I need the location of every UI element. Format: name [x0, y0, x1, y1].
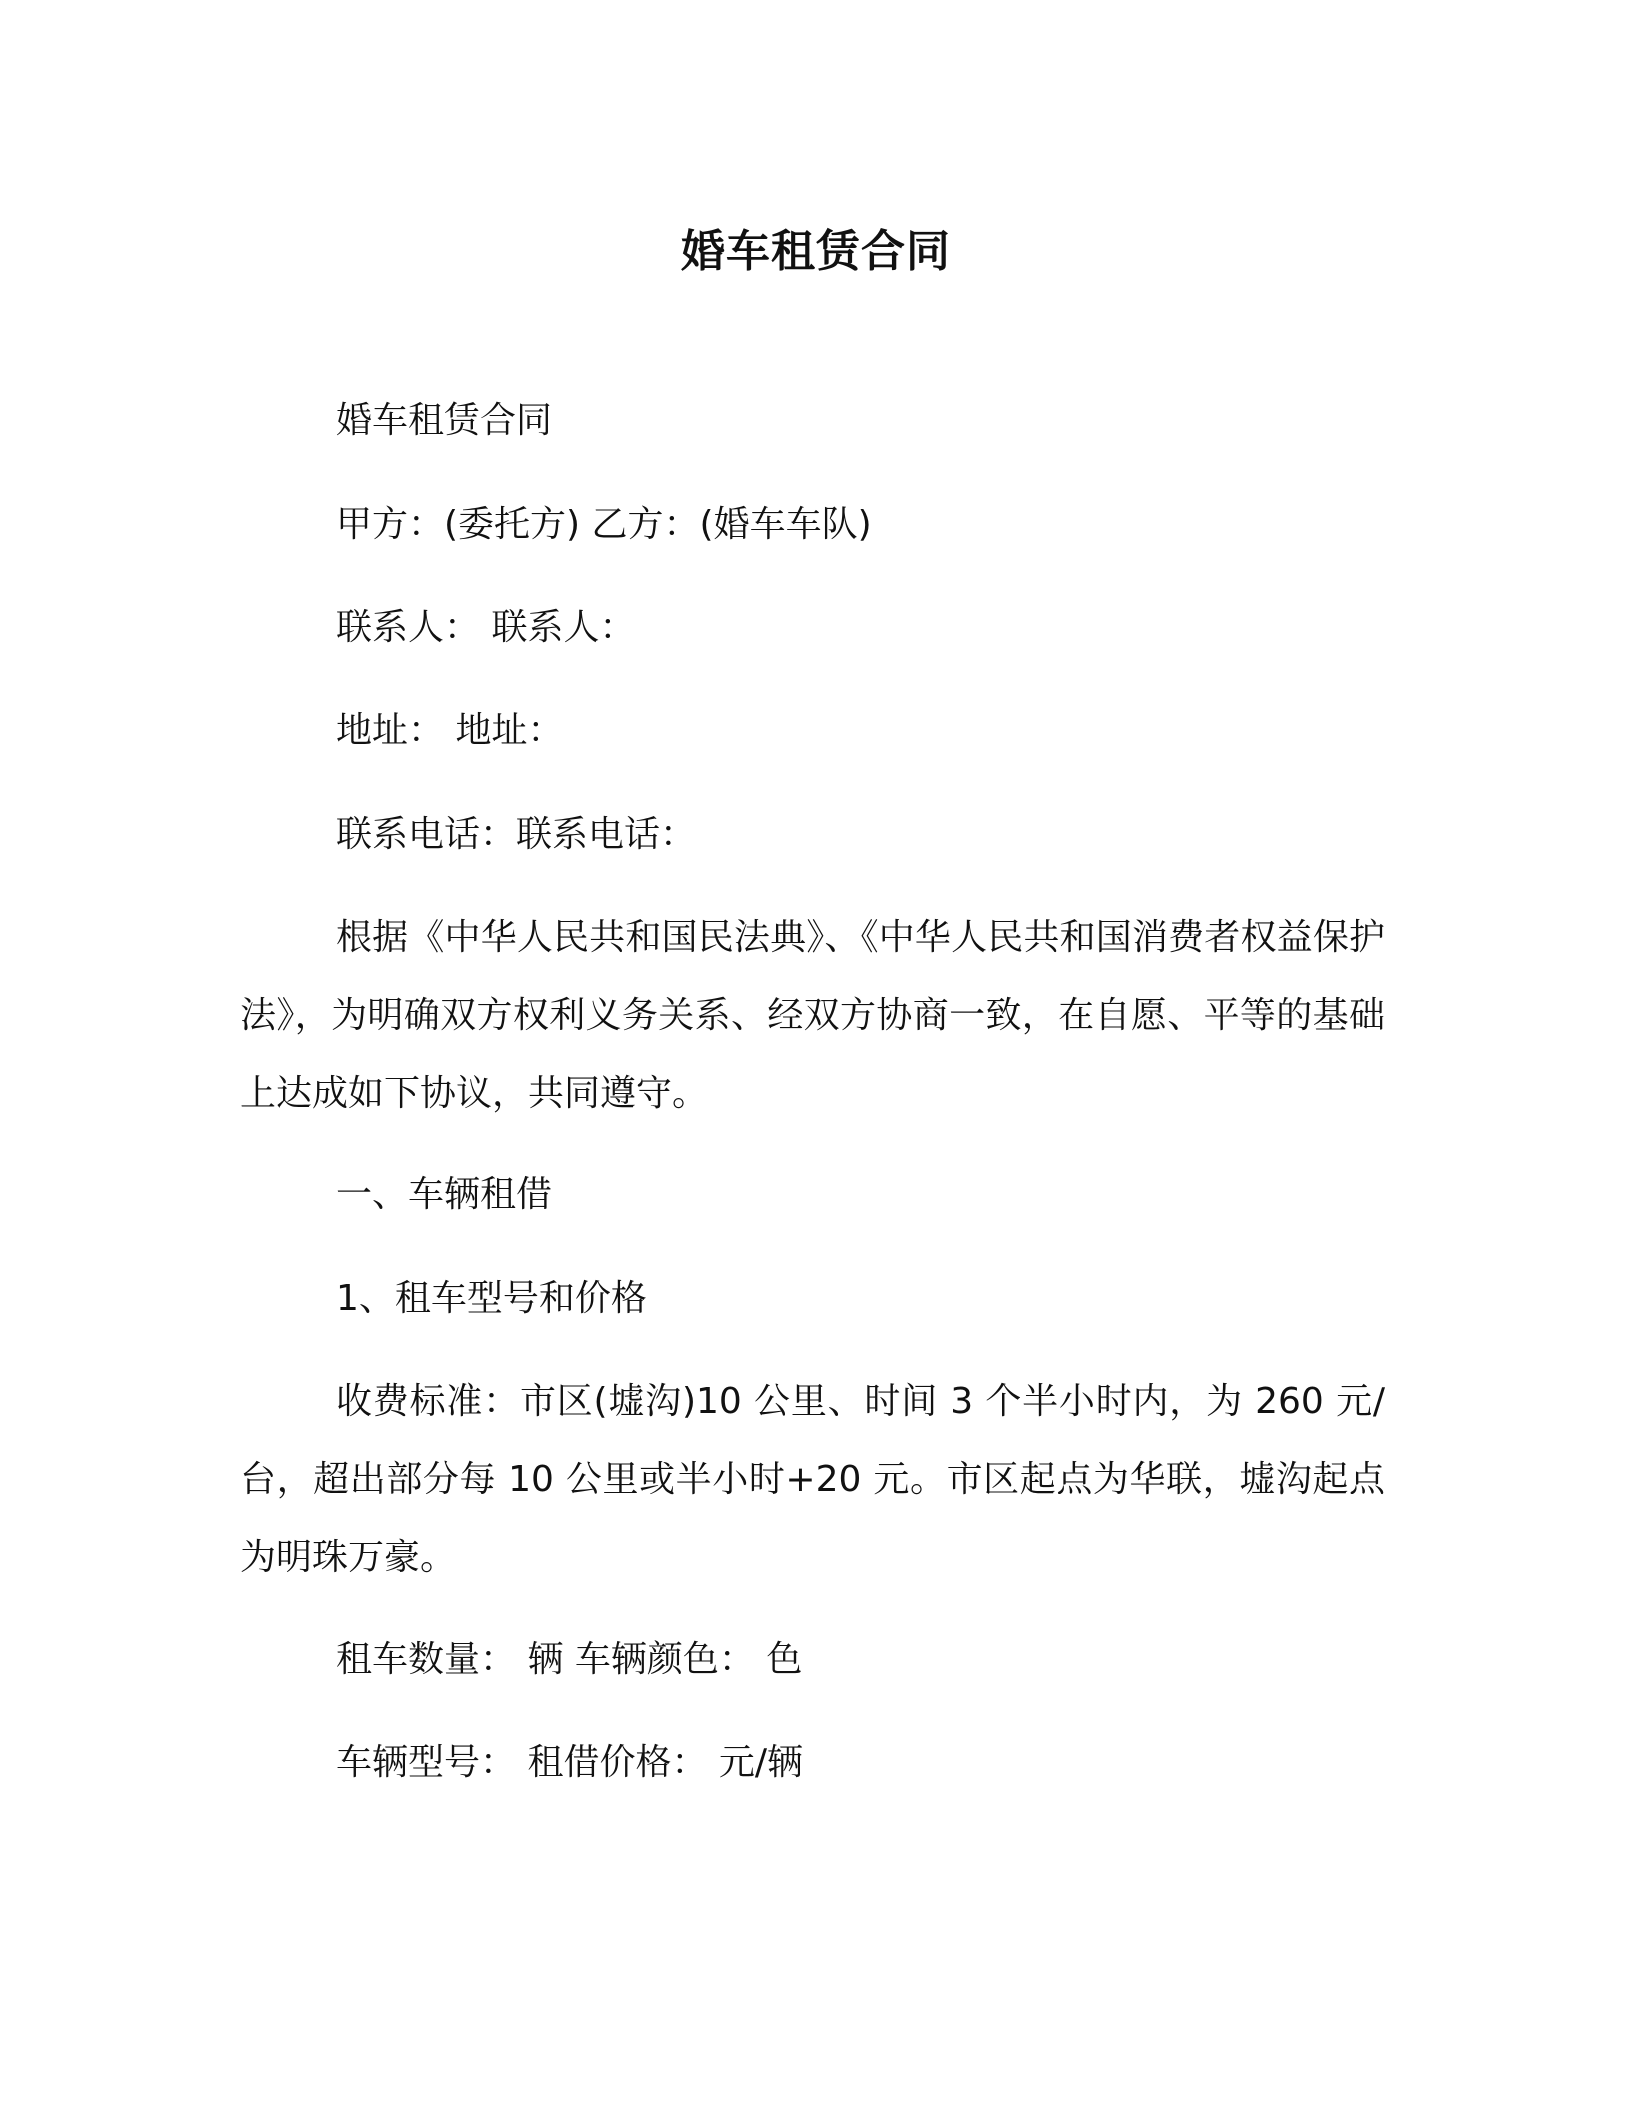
- contact-person-line: 联系人： 联系人：: [336, 607, 636, 648]
- item-one-heading: 1、租车型号和价格: [336, 1278, 647, 1319]
- subtitle-line: 婚车租赁合同: [336, 400, 553, 441]
- parties-line: 甲方：(委托方) 乙方：(婚车车队): [336, 504, 872, 545]
- address-line: 地址： 地址：: [336, 710, 564, 751]
- fee-standard-paragraph: 收费标准：市区(墟沟)10 公里、时间 3 个半小时内，为 260 元/台，超出部分每 10 公里或半小时+20 元。市区起点为华联，墟沟起点为明珠万豪。: [240, 1381, 1385, 1578]
- section-one-heading: 一、车辆租借: [336, 1174, 553, 1215]
- quantity-color-line: 租车数量： 辆 车辆颜色： 色: [336, 1639, 803, 1680]
- phone-line: 联系电话：联系电话：: [336, 814, 697, 855]
- basis-paragraph: 根据《中华人民共和国民法典》、《中华人民共和国消费者权益保护法》，为明确双方权利义务关系、经双方协商一致，在自愿、平等的基础上达成如下协议，共同遵守。: [240, 917, 1385, 1114]
- document-title: 婚车租赁合同: [681, 226, 951, 277]
- model-price-line: 车辆型号： 租借价格： 元/辆: [336, 1742, 804, 1783]
